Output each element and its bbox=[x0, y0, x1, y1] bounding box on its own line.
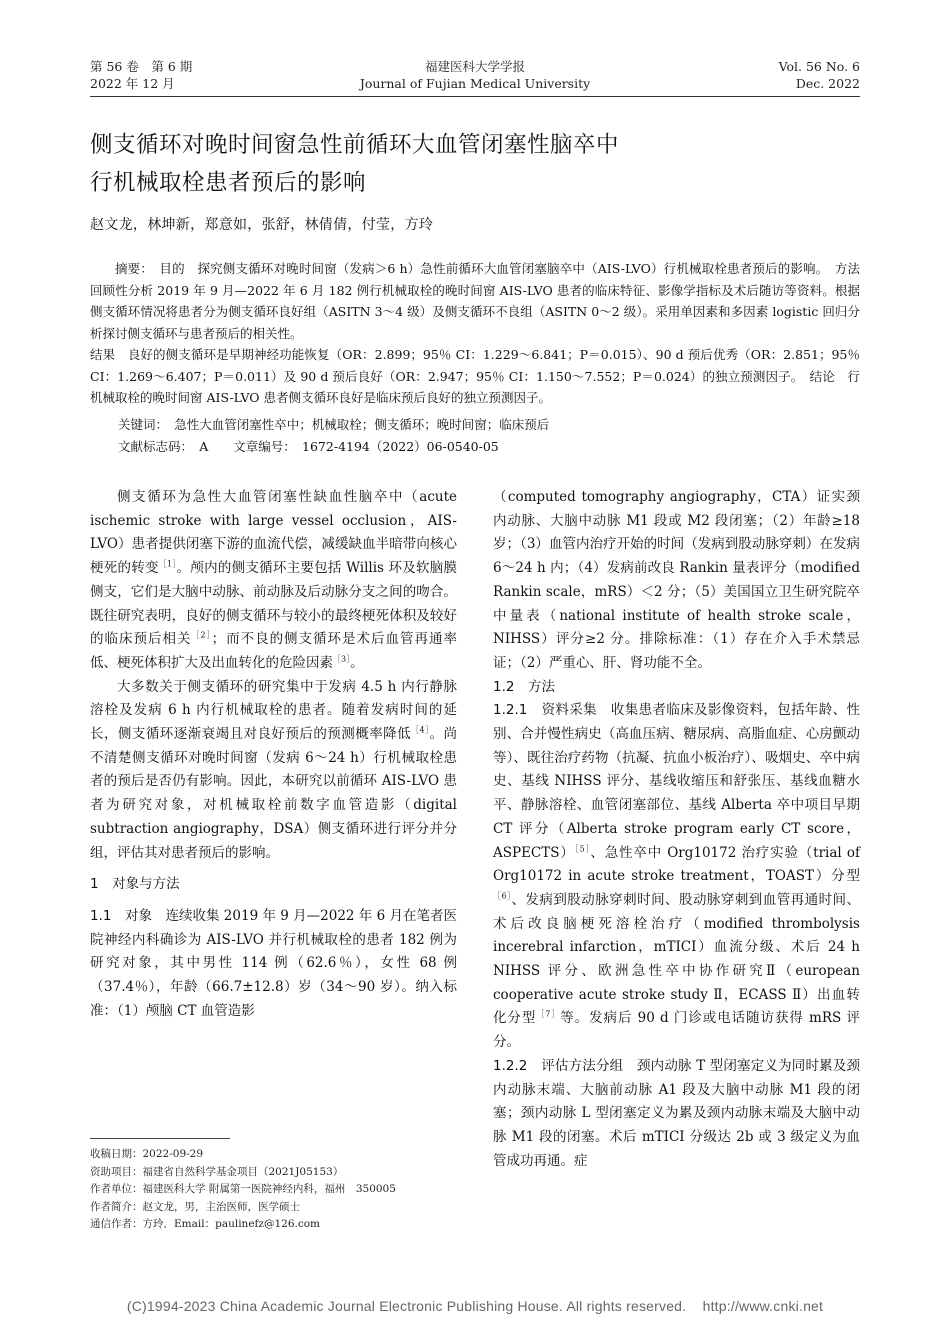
header-divider bbox=[90, 96, 860, 97]
volume-en: Vol. 56 No. 6 bbox=[778, 59, 860, 74]
footnotes bbox=[90, 1146, 510, 1234]
subsection-1-2-2-heading: 1.2.2 评估方法分组 bbox=[493, 1057, 624, 1074]
intro-paragraph-1 bbox=[90, 486, 457, 676]
journal-name bbox=[300, 58, 650, 92]
volume-issue: 第 56 卷 第 6 期 bbox=[90, 59, 193, 74]
abstract-objective-methods: 摘要： 目的 探究侧支循环对晚时间窗（发病＞6 h）急性前循环大血管闭塞脑卒中（AIS-LVO）行机械取栓患者预后的影响。 方法 回顾性分析 2019 年 9 月—2022 年 6 月 182 例行机械取栓的晚时间窗 AIS-LVO 患者的临床特征、影像学指标及术后随访等资料。根据侧支循环情况将患者分为侧支循环良好组（ASITN 3～4 级）及侧支循环不良组（ASITN 0～2 级）。采用单因素和多因素 logistic 回归分析探讨侧支循环与患者预后的相关性。 bbox=[90, 261, 873, 341]
intro-p1-c: ；而不良的侧支循环是术后血管再通率低、梗死体积扩大及出血转化的危险因素 bbox=[90, 631, 458, 671]
copyright-notice: (C)1994-2023 China Academic Journal Electronic Publishing House. All rights reserved. http://www.cnki.net bbox=[126, 1298, 824, 1314]
right-column bbox=[493, 486, 860, 1173]
subsection-1-2-1-heading: 1.2.1 资料采集 bbox=[493, 702, 598, 719]
ref-4: ［4］ bbox=[411, 725, 430, 735]
journal-volume-issue bbox=[90, 58, 192, 92]
date-en: Dec. 2022 bbox=[795, 76, 860, 91]
intro-p1-b: 。颅内的侧支循环主要包括 Willis 环及软脑膜侧支，它们是大脑中动脉、前动脉及后动脉分支之间的吻合。既往研究表明，良好的侧支循环与较小的最终梗死体积及较好的临床预后相关 bbox=[90, 560, 458, 648]
ref-5: ［5］ bbox=[574, 844, 591, 854]
intro-p1-a: 侧支循环为急性大血管闭塞性缺血性脑卒中（acute ischemic stroke with large vessel occlusion，AIS-LVO）患者提供闭塞下游的血流代偿，减缓缺血半暗带向核心梗死的转变 bbox=[90, 489, 457, 577]
intro-paragraph-2 bbox=[90, 676, 457, 866]
subsection-1-1-heading: 1.1 对象 bbox=[90, 907, 152, 924]
s121-text-c: 、发病到股动脉穿刺时间、股动脉穿刺到血管再通时间、术后改良脑梗死溶栓治疗（modified thrombolysis incerebral infarction，mTICI）血流分级、术后 24 h NIHSS 评分、欧洲急性卒中协作研究Ⅱ（european cooperative acute stroke study Ⅱ，ECASS Ⅱ）出血转化分型 bbox=[493, 891, 860, 1027]
keywords: 关键词： 急性大血管闭塞性卒中；机械取栓；侧支循环；晚时间窗；临床预后 bbox=[118, 417, 550, 432]
section-heading-1: 1 对象与方法 bbox=[90, 876, 180, 893]
s121-text-a: 收集患者临床及影像资料，包括年龄、性别、合并慢性病史（高血压病、糖尿病、高脂血症、心房颤动等）、既往治疗药物（抗凝、抗血小板治疗）、吸烟史、卒中病史、基线 NIHSS 评分、基线收缩压和舒张压、基线血糖水平、静脉溶栓、血管闭塞部位、基线 Alberta 卒中项目早期 CT 评分（Alberta stroke program early CT score，ASPECTS） bbox=[493, 702, 861, 861]
funding: 资助项目：福建省自然科学基金项目（2021J05153） bbox=[90, 1165, 344, 1178]
s121-text-d: 等。发病后 90 d 门诊或电话随访获得 mRS 评分。 bbox=[493, 1010, 860, 1051]
ref-1: ［1］ bbox=[158, 559, 177, 569]
article-title bbox=[90, 126, 860, 202]
ref-7: ［7］ bbox=[536, 1009, 561, 1019]
intro-p1-d: 。 bbox=[350, 654, 364, 671]
author-list: 赵文龙，林坤新，郑意如，张舒，林倩倩，付莹，方玲 bbox=[90, 217, 434, 233]
intro-p2-b: 。尚不清楚侧支循环对晚时间窗（发病 6～24 h）行机械取栓患者的预后是否仍有影响。因此，本研究以前循环 AIS-LVO 患者为研究对象，对机械取栓前数字血管造影（digital subtraction angiography，DSA）侧支循环进行评分并分组，评估其对患者预后的影响。 bbox=[90, 726, 458, 861]
author-bio: 作者简介：赵文龙，男，主治医师，医学硕士 bbox=[90, 1200, 300, 1213]
journal-name-cn: 福建医科大学学报 bbox=[424, 59, 525, 74]
title-line-2: 行机械取栓患者预后的影响 bbox=[90, 170, 367, 196]
s122-text: 颈内动脉 T 型闭塞定义为同时累及颈内动脉末端、大脑前动脉 A1 段及大脑中动脉 M1 段的闭塞；颈内动脉 L 型闭塞定义为累及颈内动脉末端及大脑中动脉 M1 段的闭塞。术后 mTICI 分级达 2b 或 3 级定义为血管成功再通。症 bbox=[493, 1057, 860, 1169]
ref-2: ［2］ bbox=[191, 630, 212, 640]
correspondence: 通信作者：方玲．Email：paulinefz@126.com bbox=[90, 1218, 320, 1230]
journal-volume-en bbox=[779, 58, 860, 92]
ref-6: ［6］ bbox=[493, 891, 512, 901]
ref-3: ［3］ bbox=[333, 654, 351, 664]
affiliation: 作者单位：福建医科大学 附属第一医院神经内科，福州 350005 bbox=[90, 1183, 396, 1195]
journal-name-en: Journal of Fujian Medical University bbox=[359, 76, 591, 91]
issue-date: 2022 年 12 月 bbox=[90, 76, 175, 91]
s121-text-b: 、急性卒中 Org10172 治疗实验（trial of Org10172 in acute stroke treatment，TOAST）分型 bbox=[493, 844, 860, 885]
subsection-1-2-1 bbox=[493, 699, 860, 1055]
intro-p2-a: 大多数关于侧支循环的研究集中于发病 4.5 h 内行静脉溶栓及发病 6 h 内行机械取栓的患者。随着发病时间的延长，侧支循环逐渐衰竭且对良好预后的预测概率降低 bbox=[90, 678, 457, 743]
subsection-1-2-heading: 1.2 方法 bbox=[493, 678, 555, 695]
inclusion-criteria-continued: （computed tomography angiography，CTA）证实颈内动脉、大脑中动脉 M1 段或 M2 段闭塞；（2）年龄≥18 岁；（3）血管内治疗开始的时间（发病到股动脉穿刺）在发病 6～24 h 内；（4）发病前改良 Rankin 量表评分（modified Rankin scale，mRS）＜2 分；（5）美国国立卫生研究院卒中量表（national institute of health stroke scale，NIHSS）评分≥2 分。排除标准：（1）存在介入手术禁忌证；（2）严重心、肝、肾功能不全。 bbox=[493, 489, 860, 671]
received-date: 收稿日期：2022-09-29 bbox=[90, 1148, 204, 1160]
abstract bbox=[90, 258, 873, 409]
title-line-1: 侧支循环对晚时间窗急性前循环大血管闭塞性脑卒中 bbox=[90, 132, 620, 158]
left-column bbox=[90, 486, 457, 1023]
subsection-1-1 bbox=[90, 905, 457, 1024]
subsection-1-1-text: 连续收集 2019 年 9 月—2022 年 6 月在笔者医院神经内科确诊为 AIS-LVO 并行机械取栓的患者 182 例为研究对象，其中男性 114 例（62.6％），女性 68 例（37.4％），年龄（66.7±12.8）岁（34～90 岁）。纳入标准：（1）颅脑 CT 血管造影 bbox=[90, 907, 457, 1019]
document-code: 文献标志码： A 文章编号： 1672-4194（2022）06-0540-05 bbox=[118, 439, 499, 454]
abstract-results-conclusion: 结果 良好的侧支循环是早期神经功能恢复（OR：2.899；95％ CI：1.229～6.841；P＝0.015）、90 d 预后优秀（OR：2.851；95％ CI：1.269～6.407；P＝0.011）及 90 d 预后良好（OR：2.947；95％ CI：1.150～7.552；P＝0.024）的独立预测因子。 结论 行机械取栓的晚时间窗 AIS-LVO 患者侧支循环良好是临床预后良好的独立预测因子。 bbox=[90, 347, 860, 405]
subsection-1-2-2 bbox=[493, 1055, 860, 1174]
footnote-divider bbox=[90, 1138, 230, 1139]
